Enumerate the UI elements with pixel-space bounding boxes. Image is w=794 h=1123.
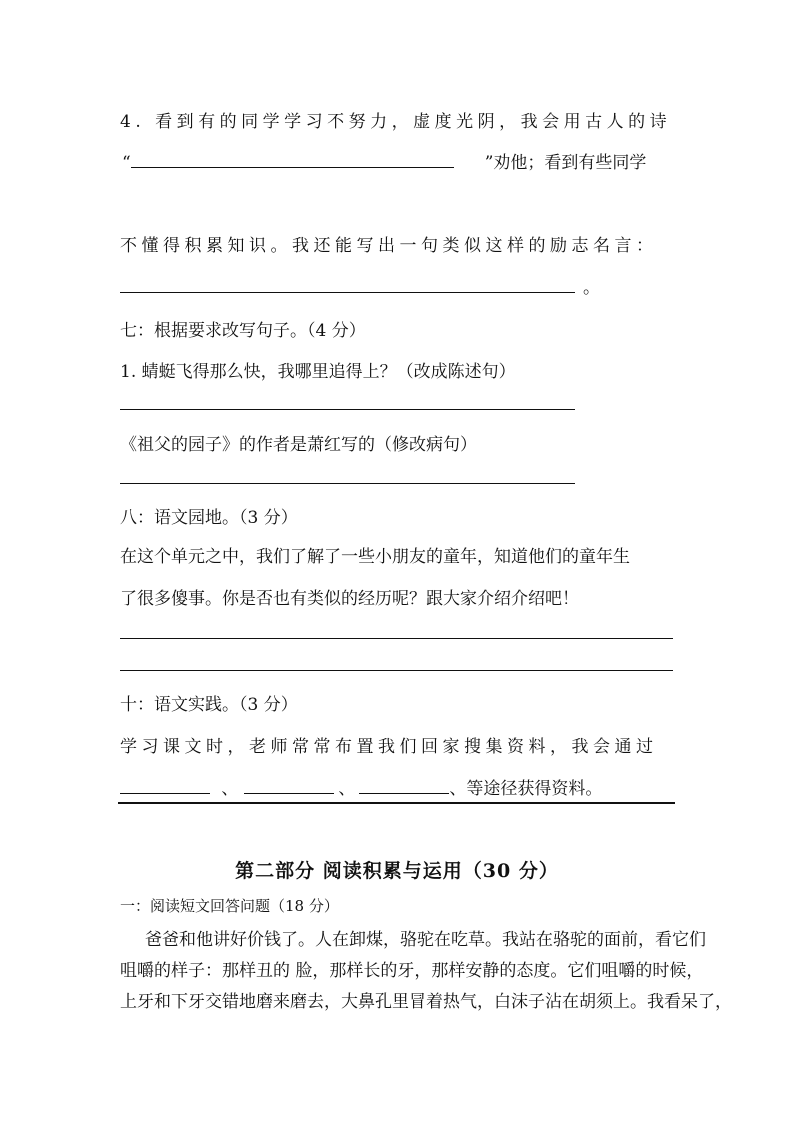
question-4-line-1: 4. 看到有的同学学习不努力，虚度光阴，我会用古人的诗: [120, 112, 672, 132]
section-8-answer-line-1[interactable]: [120, 638, 673, 639]
end-period: 。: [583, 278, 600, 298]
open-quote: “: [122, 153, 131, 173]
item-1-answer-line[interactable]: [120, 409, 575, 410]
poem-answer-blank[interactable]: [131, 153, 454, 168]
part-2-title: 第二部分 阅读积累与运用（30 分）: [235, 860, 559, 882]
motto-answer-blank[interactable]: [120, 278, 575, 293]
separator-1: 、: [221, 779, 239, 799]
passage-line-2: 咀嚼的样子：那样丑的 脸，那样长的牙，那样安静的态度。它们咀嚼的时候，: [120, 961, 704, 981]
method-blank-1[interactable]: [120, 779, 210, 794]
passage-line-3: 上牙和下牙交错地磨来磨去，大鼻孔里冒着热气，白沫子沾在胡须上。我看呆了，: [120, 992, 732, 1012]
section-8-paragraph-line-2: 了很多傻事。你是否也有类似的经历呢？跟大家介绍介绍吧！: [120, 589, 579, 609]
question-4-line-2-tail: ”劝他；看到有些同学: [484, 153, 647, 173]
section-8-heading: 八：语文园地。（3 分）: [120, 508, 298, 528]
passage-line-1: 爸爸和他讲好价钱了。人在卸煤，骆驼在吃草。我站在骆驼的面前，看它们: [128, 930, 706, 950]
section-10-heading: 十：语文实践。（3 分）: [120, 695, 298, 715]
method-blank-2[interactable]: [244, 779, 334, 794]
section-10-paragraph-line-1: 学习课文时，老师常常布置我们回家搜集资料，我会通过: [120, 737, 658, 757]
section-8-answer-line-2[interactable]: [120, 670, 673, 671]
section-7-heading: 七：根据要求改写句子。（4 分）: [120, 321, 366, 341]
part-2-question-1-heading: 一：阅读短文回答问题（18 分）: [120, 897, 339, 915]
section-7-item-2: 《祖父的园子》的作者是萧红写的（修改病句）: [120, 435, 477, 455]
question-4-line-2: [122, 148, 646, 173]
separator-2: 、: [338, 779, 356, 799]
question-4-line-3: 不懂得积累知识。我还能写出一句类似这样的励志名言：: [120, 236, 658, 256]
method-blank-3[interactable]: [359, 779, 449, 794]
section-8-paragraph-line-1: 在这个单元之中，我们了解了一些小朋友的童年，知道他们的童年生: [120, 547, 630, 567]
item-2-answer-line[interactable]: [120, 483, 575, 484]
section-10-tail: 、等途径获得资料。: [449, 779, 603, 799]
section-10-blanks-line: [120, 774, 602, 799]
motto-answer-line: [120, 273, 600, 298]
section-divider: [118, 802, 675, 804]
section-7-item-1: 1. 蜻蜓飞得那么快，我哪里追得上？（改成陈述句）: [120, 362, 516, 382]
